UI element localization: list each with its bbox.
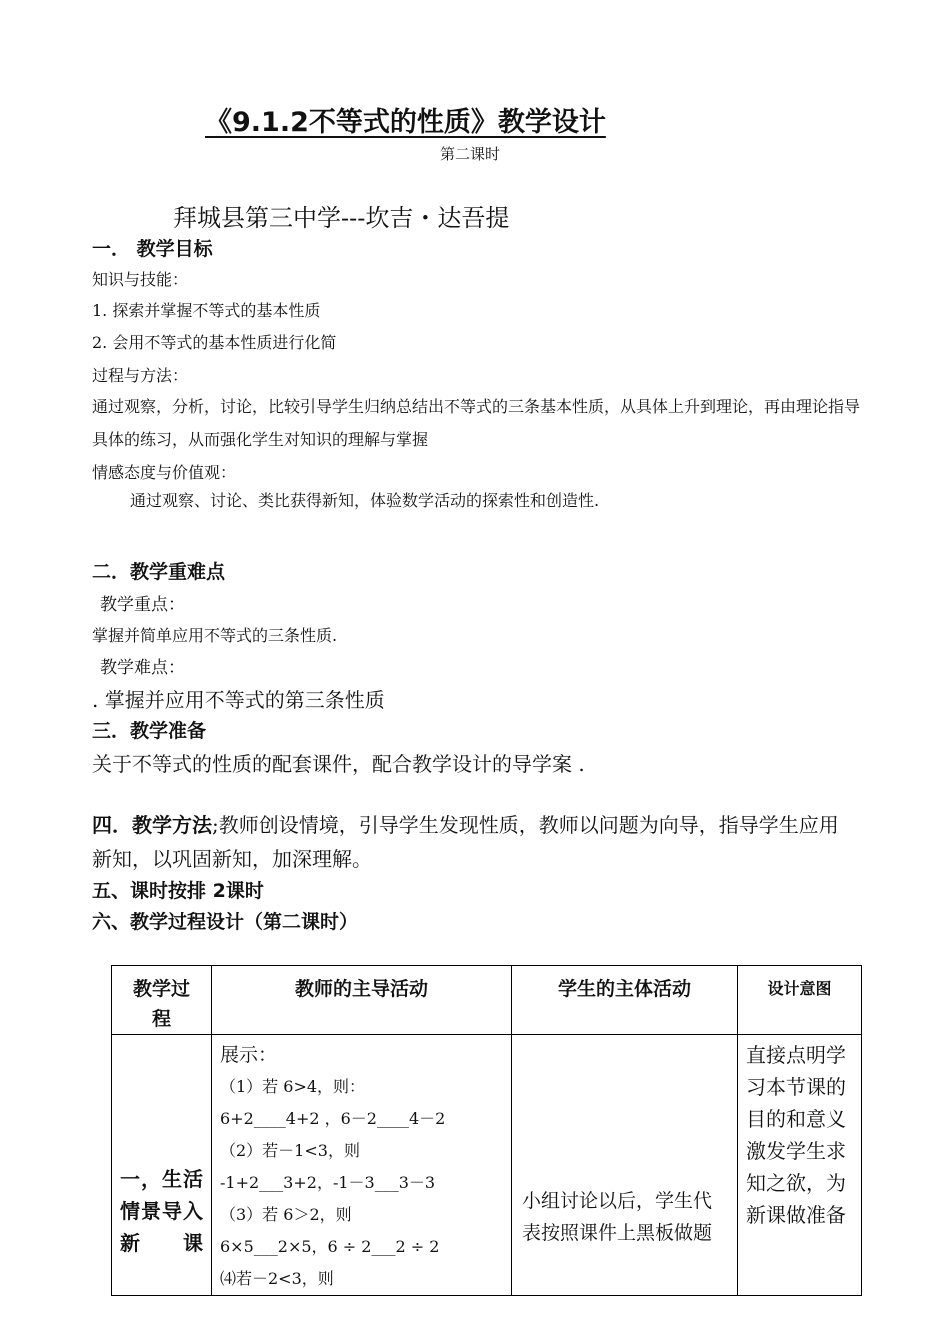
header-student: 学生的主体活动 bbox=[512, 966, 738, 1035]
table-row bbox=[112, 1035, 862, 1296]
process-table bbox=[111, 965, 862, 1296]
stage-cell: 一，生活情景导入新课 bbox=[112, 1035, 212, 1296]
teacher-line: （2）若－1<3，则 bbox=[220, 1141, 360, 1160]
design-intent-cell: 直接点明学习本节课的目的和意义 激发学生求知之欲，为新课做准备 bbox=[738, 1035, 862, 1296]
knowledge-item-2: 2. 会用不等式的基本性质进行化简 bbox=[92, 333, 337, 352]
teacher-line: 6×5___2×5，6 ÷ 2___2 ÷ 2 bbox=[220, 1237, 440, 1256]
teacher-line: ⑷若－2<3，则 bbox=[220, 1269, 334, 1288]
section-4-paragraph bbox=[92, 808, 852, 876]
knowledge-item-1: 1. 探索并掌握不等式的基本性质 bbox=[92, 301, 321, 320]
key-point-text: 掌握并简单应用不等式的三条性质. bbox=[92, 626, 338, 645]
teacher-line: 6+2____4+2 ，6－2____4－2 bbox=[220, 1109, 446, 1128]
emotion-text: 通过观察、讨论、类比获得新知，体验数学活动的探索性和创造性. bbox=[130, 491, 600, 510]
student-activity-cell: 小组讨论以后，学生代表按照课件上黑板做题 bbox=[512, 1035, 738, 1296]
section-3-heading: 三．教学准备 bbox=[92, 720, 207, 742]
preparation-text: 关于不等式的性质的配套课件，配合教学设计的导学案 . bbox=[92, 752, 585, 776]
section-2-heading: 二．教学重难点 bbox=[92, 561, 226, 583]
doc-title: 《9.1.2不等式的性质》教学设计 bbox=[205, 107, 606, 138]
header-stage: 教学过程 bbox=[112, 966, 212, 1035]
difficulty-label: 教学难点： bbox=[100, 658, 185, 678]
emotion-label: 情感态度与价值观： bbox=[92, 463, 237, 482]
doc-subtitle: 第二课时 bbox=[440, 145, 501, 163]
section-4-heading: 四．教学方法 bbox=[92, 813, 212, 837]
section-5-heading: 五、课时按排 2课时 bbox=[92, 880, 264, 902]
process-text: 通过观察，分析，讨论，比较引导学生归纳总结出不等式的三条基本性质，从具体上升到理论，再由理论指导具体的练习，从而强化学生对知识的理解与掌握 bbox=[92, 397, 861, 449]
teacher-line: （1）若 6>4，则： bbox=[220, 1077, 366, 1096]
knowledge-label: 知识与技能： bbox=[92, 270, 189, 289]
teacher-line: -1+2___3+2，-1－3___3－3 bbox=[220, 1173, 436, 1192]
teacher-line: 展示： bbox=[220, 1044, 278, 1066]
header-intent: 设计意图 bbox=[738, 966, 862, 1035]
teacher-activity-cell bbox=[212, 1035, 512, 1296]
key-point-label: 教学重点： bbox=[100, 595, 185, 615]
section-6-heading: 六、教学过程设计（第二课时） bbox=[92, 911, 359, 933]
difficulty-text: . 掌握并应用不等式的第三条性质 bbox=[92, 688, 385, 712]
header-teacher: 教师的主导活动 bbox=[212, 966, 512, 1035]
process-label: 过程与方法： bbox=[92, 366, 189, 385]
table-header-row bbox=[112, 966, 862, 1035]
teacher-line: （3）若 6＞2，则 bbox=[220, 1205, 352, 1224]
author-line: 拜城县第三中学---坎吉・达吾提 bbox=[173, 204, 510, 232]
section-1-heading: 一． 教学目标 bbox=[92, 238, 213, 260]
method-text: ;教师创设情境，引导学生发现性质，教师以问题为向导，指导学生应用新知，以巩固新知，加深理解。 bbox=[92, 813, 839, 871]
